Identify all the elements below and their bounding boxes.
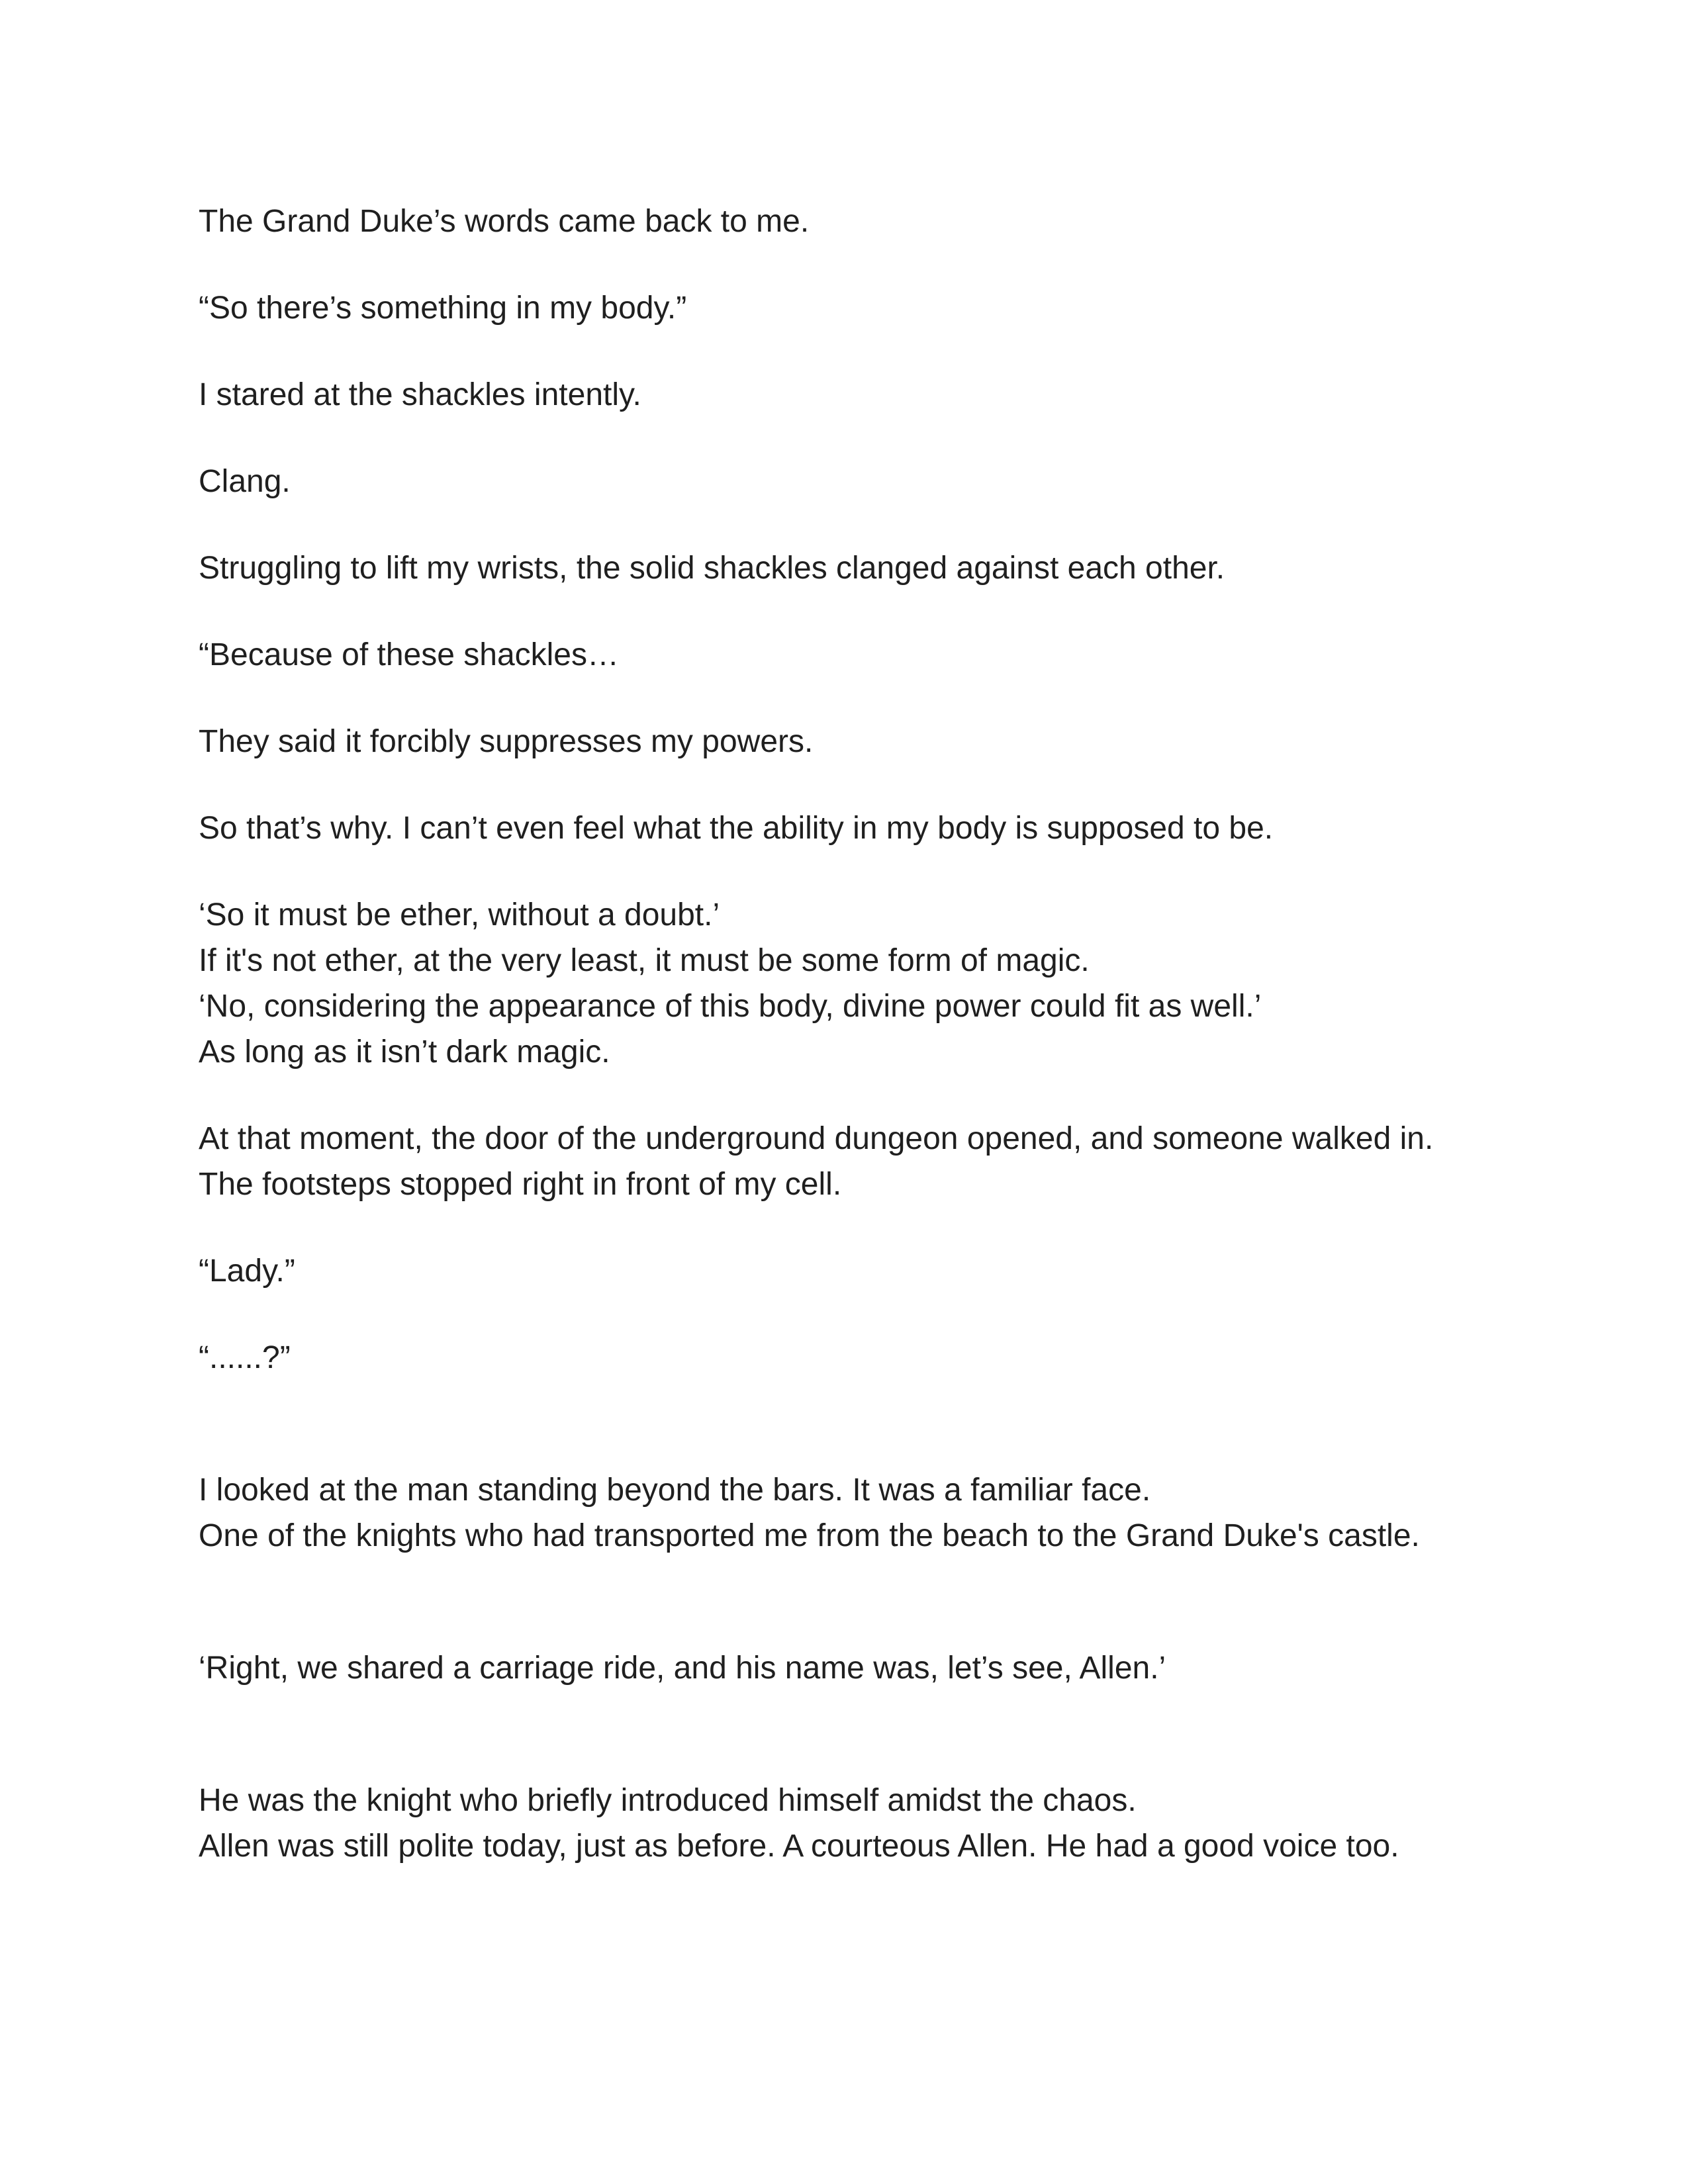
text-line: As long as it isn’t dark magic. <box>199 1034 610 1069</box>
text-line: “So there’s something in my body.” <box>199 291 687 326</box>
paragraph <box>199 1467 1523 1559</box>
text-line: “Lady.” <box>199 1253 295 1289</box>
text-line: I stared at the shackles intently. <box>199 377 641 412</box>
text-line: “......?” <box>199 1340 291 1375</box>
paragraph <box>199 1116 1523 1207</box>
text-line: ‘No, considering the appearance of this body, divine power could fit as well.’ <box>199 989 1262 1024</box>
paragraph <box>199 719 1523 764</box>
paragraph <box>199 1778 1523 1869</box>
text-line: At that moment, the door of the underground dungeon opened, and someone walked in. <box>199 1121 1434 1156</box>
text-line: One of the knights who had transported me from the beach to the Grand Duke's castle. <box>199 1518 1420 1553</box>
text-line: ‘So it must be ether, without a doubt.’ <box>199 897 720 933</box>
text-line: The footsteps stopped right in front of my cell. <box>199 1167 842 1202</box>
text-line: So that’s why. I can’t even feel what the ability in my body is supposed to be. <box>199 811 1274 846</box>
text-line: “Because of these shackles… <box>199 637 619 672</box>
paragraph <box>199 545 1523 591</box>
paragraph <box>199 1645 1523 1691</box>
text-line: He was the knight who briefly introduced himself amidst the chaos. <box>199 1783 1137 1818</box>
text-line: Allen was still polite today, just as before. A courteous Allen. He had a good voice too. <box>199 1829 1399 1864</box>
text-line: ‘Right, we shared a carriage ride, and his name was, let’s see, Allen.’ <box>199 1651 1166 1686</box>
paragraph <box>199 632 1523 678</box>
paragraph <box>199 1248 1523 1294</box>
paragraph <box>199 372 1523 418</box>
paragraph <box>199 285 1523 331</box>
paragraph <box>199 459 1523 504</box>
document-body <box>199 199 1523 1910</box>
paragraph <box>199 199 1523 244</box>
text-line: I looked at the man standing beyond the bars. It was a familiar face. <box>199 1473 1151 1508</box>
text-line: Clang. <box>199 464 291 499</box>
text-line: They said it forcibly suppresses my powers. <box>199 724 814 759</box>
text-line: Struggling to lift my wrists, the solid shackles clanged against each other. <box>199 551 1225 586</box>
paragraph <box>199 1335 1523 1381</box>
paragraph <box>199 805 1523 851</box>
text-line: If it's not ether, at the very least, it must be some form of magic. <box>199 943 1090 978</box>
text-line: The Grand Duke’s words came back to me. <box>199 204 810 239</box>
paragraph <box>199 892 1523 1075</box>
